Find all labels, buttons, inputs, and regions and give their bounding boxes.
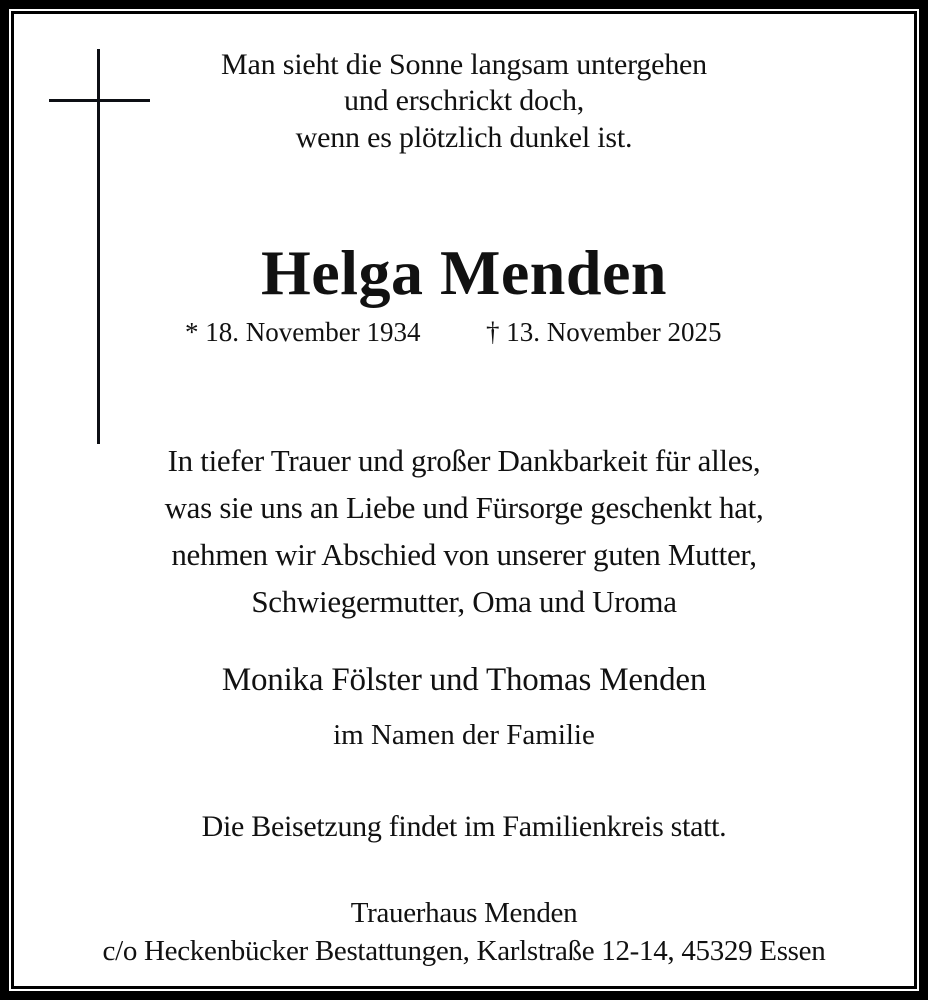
funeral-home-address: c/o Heckenbücker Bestattungen, Karlstraße 12-14, 45329 Essen bbox=[102, 935, 826, 967]
signers: Monika Fölster und Thomas Menden bbox=[221, 662, 707, 698]
message-line: Schwiegermutter, Oma und Uroma bbox=[251, 584, 677, 619]
death-date: † 13. November 2025 bbox=[486, 317, 722, 347]
mourning-house: Trauerhaus Menden bbox=[350, 897, 578, 929]
burial-note: Die Beisetzung findet im Familienkreis statt. bbox=[201, 810, 727, 843]
message-line: In tiefer Trauer und großer Dankbarkeit für alles, bbox=[167, 443, 761, 478]
birth-date: * 18. November 1934 bbox=[185, 317, 421, 347]
poem-line: und erschrickt doch, bbox=[343, 84, 585, 117]
message-line: was sie uns an Liebe und Fürsorge geschenkt hat, bbox=[164, 490, 764, 525]
deceased-name: Helga Menden bbox=[261, 237, 667, 308]
poem-line: Man sieht die Sonne langsam untergehen bbox=[221, 48, 707, 81]
on-behalf-note: im Namen der Familie bbox=[333, 719, 595, 751]
poem-line: wenn es plötzlich dunkel ist. bbox=[295, 121, 633, 154]
message-line: nehmen wir Abschied von unserer guten Mutter, bbox=[171, 537, 757, 572]
